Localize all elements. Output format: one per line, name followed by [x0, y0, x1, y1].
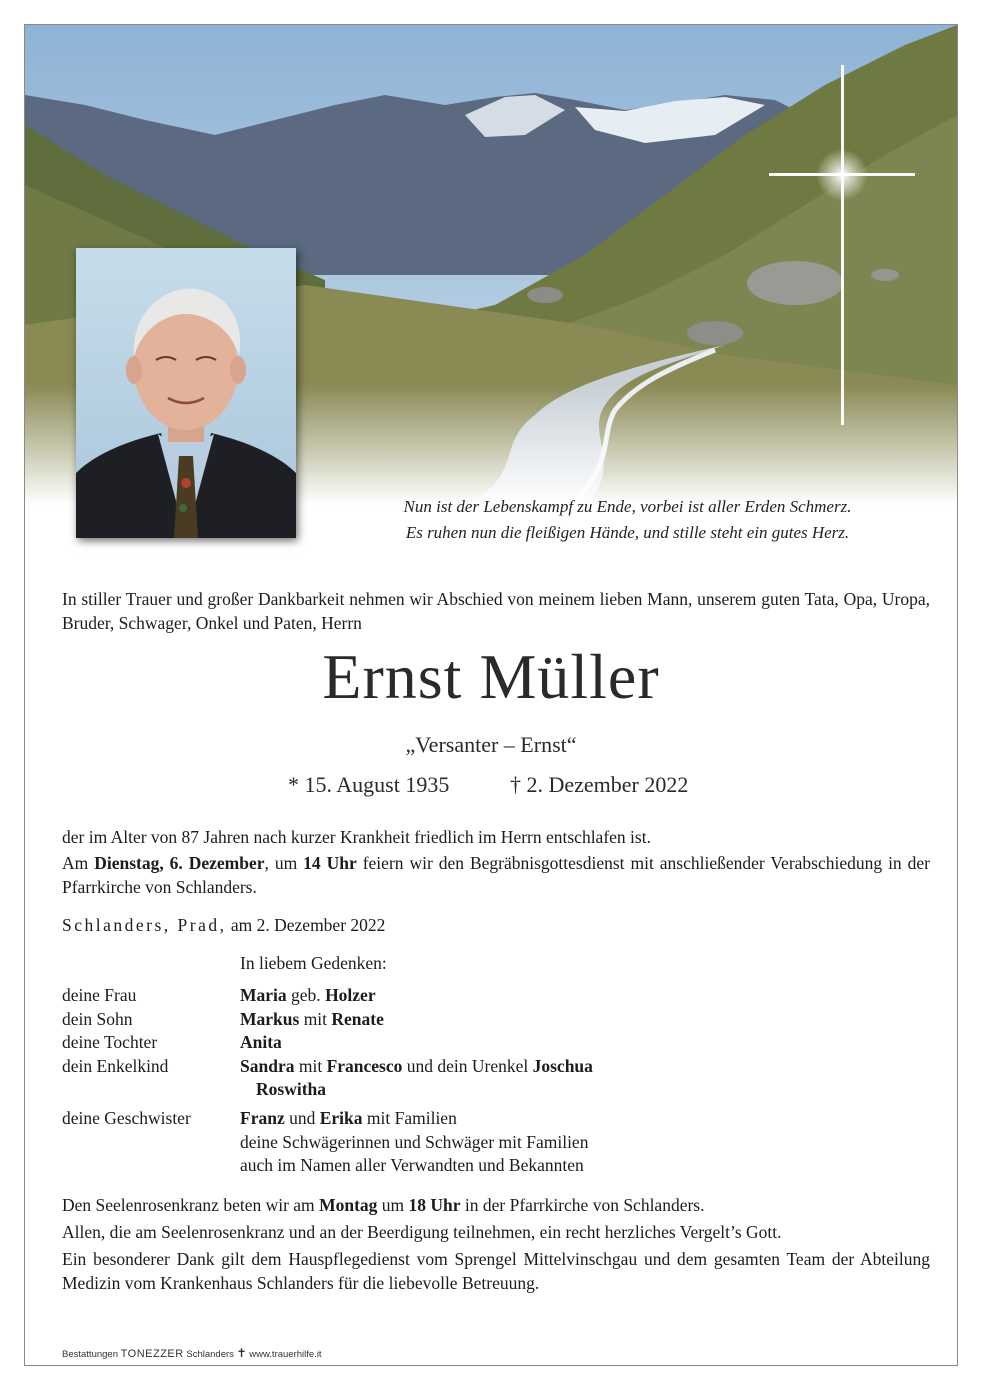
family-member-names: Franz und Erika mit Familien: [240, 1108, 457, 1128]
family-member-names: Markus mit Renate: [240, 1009, 384, 1029]
undertaker-brand: TONEZZER: [120, 1348, 184, 1360]
deceased-portrait-photo: [76, 248, 296, 538]
rosary-time: 18 Uhr: [408, 1195, 461, 1215]
quote-line-1: Nun ist der Lebenskampf zu Ende, vorbei ist aller Erden Schmerz.: [403, 497, 852, 516]
family-relation-label: deine Tochter: [62, 1032, 158, 1052]
rosary-text: Den Seelenrosenkranz beten wir am Montag um 18 Uhr in der Pfarrkirche von Schlanders.: [62, 1195, 705, 1215]
funeral-text: Am Dienstag, 6. Dezember, um 14 Uhr feiern wir den Begräbnisgottesdienst mit anschließender Verabschiedung in der Pfarrkirche von Schlanders.: [62, 853, 930, 897]
place-date: [62, 914, 930, 938]
rosary-day: Montag: [319, 1195, 378, 1215]
death-date: † 2. Dezember 2022: [510, 772, 689, 797]
date: am 2. Dezember 2022: [226, 915, 386, 935]
family-relation-label: deine Geschwister: [62, 1108, 191, 1128]
undertaker-footer: Bestattungen TONEZZER Schlanders ✝︎ www.trauerhilfe.it: [62, 1346, 322, 1360]
deceased-name: Ernst Müller: [322, 641, 660, 712]
intro-text: In stiller Trauer und großer Dankbarkeit nehmen wir Abschied von meinem lieben Mann, unserem guten Tata, Opa, Uropa, Bruder, Schwager, Onkel und Paten, Herrn: [62, 589, 930, 633]
birth-date: * 15. August 1935: [288, 772, 450, 797]
places: Schlanders, Prad,: [62, 915, 227, 935]
family-member-names: Maria geb. Holzer: [240, 985, 376, 1005]
family-member-names: Anita: [240, 1032, 282, 1052]
family-member-names: Sandra mit Francesco und dein Urenkel Joschua: [240, 1056, 593, 1076]
funeral-time: 14 Uhr: [303, 853, 357, 873]
thanks-text-1: Allen, die am Seelenrosenkranz und an der Beerdigung teilnehmen, ein recht herzliches Vergelt’s Gott.: [62, 1222, 782, 1242]
website-link[interactable]: www.trauerhilfe.it: [249, 1349, 322, 1360]
family-member-names: deine Schwägerinnen und Schwäger mit Familien: [240, 1132, 589, 1152]
nickname: „Versanter – Ernst“: [405, 732, 577, 757]
age-text: der im Alter von 87 Jahren nach kurzer Krankheit friedlich im Herrn entschlafen ist.: [62, 827, 651, 847]
family-member-names: Roswitha: [256, 1079, 327, 1099]
memorial-quote: [340, 494, 915, 546]
memory-heading: In liebem Gedenken:: [240, 953, 387, 973]
funeral-day: Dienstag, 6. Dezember: [94, 853, 265, 873]
family-relation-label: dein Sohn: [62, 1009, 133, 1029]
quote-line-2: Es ruhen nun die fleißigen Hände, und stille steht ein gutes Herz.: [405, 523, 850, 542]
thanks-text-2: Ein besonderer Dank gilt dem Hauspflegedienst vom Sprengel Mittelvinschgau und dem gesamten Team der Abteilung Medizin vom Krankenhaus Schlanders für die liebevolle Betreuung.: [62, 1249, 930, 1293]
family-relation-label: dein Enkelkind: [62, 1056, 169, 1076]
family-relation-label: deine Frau: [62, 985, 137, 1005]
family-member-names: auch im Namen aller Verwandten und Bekannten: [240, 1155, 584, 1175]
cross-logo-icon: ✝︎: [236, 1346, 247, 1360]
